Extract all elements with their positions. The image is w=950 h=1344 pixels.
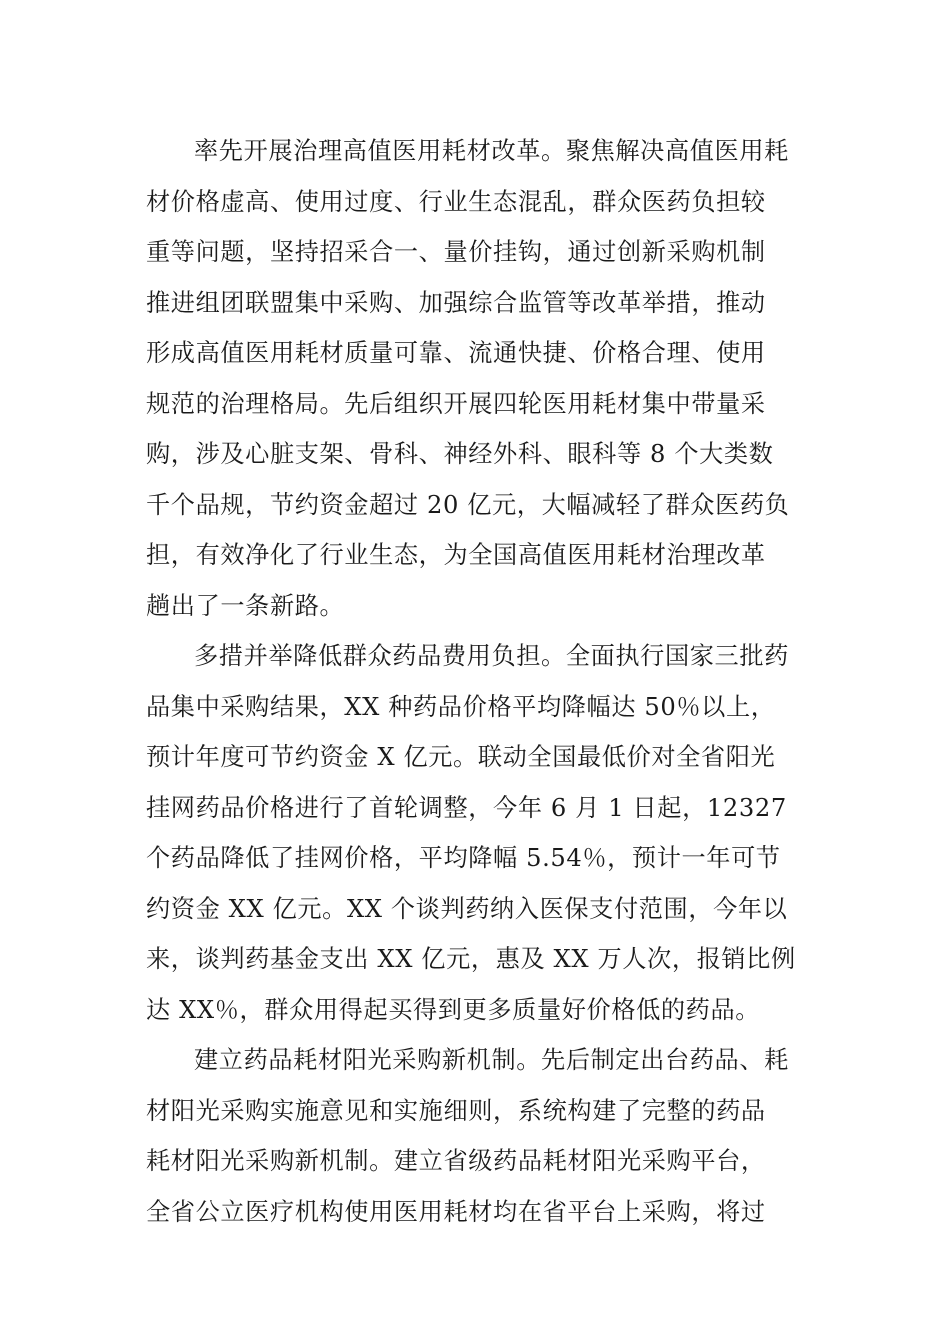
paragraph-line: 品集中采购结果，XX 种药品价格平均降幅达 50％以上， [146, 692, 776, 721]
paragraph-line: 规范的治理格局。先后组织开展四轮医用耗材集中带量采 [146, 389, 766, 418]
paragraph-line: 重等问题，坚持招采合一、量价挂钩，通过创新采购机制 [146, 238, 766, 266]
paragraph-line: 全省公立医疗机构使用医用耗材均在省平台上采购，将过 [146, 1197, 766, 1226]
paragraph-line: 推进组团联盟集中采购、加强综合监管等改革举措，推动 [146, 288, 766, 317]
paragraph-line: 材阳光采购实施意见和实施细则，系统构建了完整的药品 [146, 1096, 766, 1125]
paragraph-line: 预计年度可节约资金 X 亿元。联动全国最低价对全省阳光 [146, 743, 776, 771]
paragraph-line: 挂网药品价格进行了首轮调整，今年 6 月 1 日起，12327 [146, 793, 787, 822]
paragraph-line: 形成高值医用耗材质量可靠、流通快捷、价格合理、使用 [146, 339, 766, 367]
paragraph-sunshine-procurement [146, 1035, 816, 1237]
paragraph-high-value-consumables [146, 126, 816, 631]
paragraph-line: 千个品规，节约资金超过 20 亿元，大幅减轻了群众医药负 [146, 490, 790, 519]
document-body [146, 126, 816, 1237]
paragraph-line: 约资金 XX 亿元。XX 个谈判药纳入医保支付范围，今年以 [146, 894, 788, 923]
paragraph-line: 率先开展治理高值医用耗材改革。聚焦解决高值医用耗 [194, 137, 789, 165]
paragraph-line: 材价格虚高、使用过度、行业生态混乱，群众医药负担较 [146, 187, 766, 216]
paragraph-line: 担，有效净化了行业生态，为全国高值医用耗材治理改革 [146, 541, 766, 569]
paragraph-line: 趟出了一条新路。 [146, 591, 345, 620]
paragraph-line: 建立药品耗材阳光采购新机制。先后制定出台药品、耗 [194, 1046, 789, 1074]
paragraph-line: 达 XX％，群众用得起买得到更多质量好价格低的药品。 [146, 995, 761, 1024]
paragraph-line: 个药品降低了挂网价格，平均降幅 5.54％，预计一年可节 [146, 844, 781, 872]
paragraph-line: 多措并举降低群众药品费用负担。全面执行国家三批药 [194, 642, 789, 670]
paragraph-drug-cost-reduction [146, 631, 816, 1035]
paragraph-line: 购，涉及心脏支架、骨科、神经外科、眼科等 8 个大类数 [146, 440, 774, 468]
paragraph-line: 来，谈判药基金支出 XX 亿元，惠及 XX 万人次，报销比例 [146, 945, 796, 973]
paragraph-line: 耗材阳光采购新机制。建立省级药品耗材阳光采购平台， [146, 1147, 766, 1175]
